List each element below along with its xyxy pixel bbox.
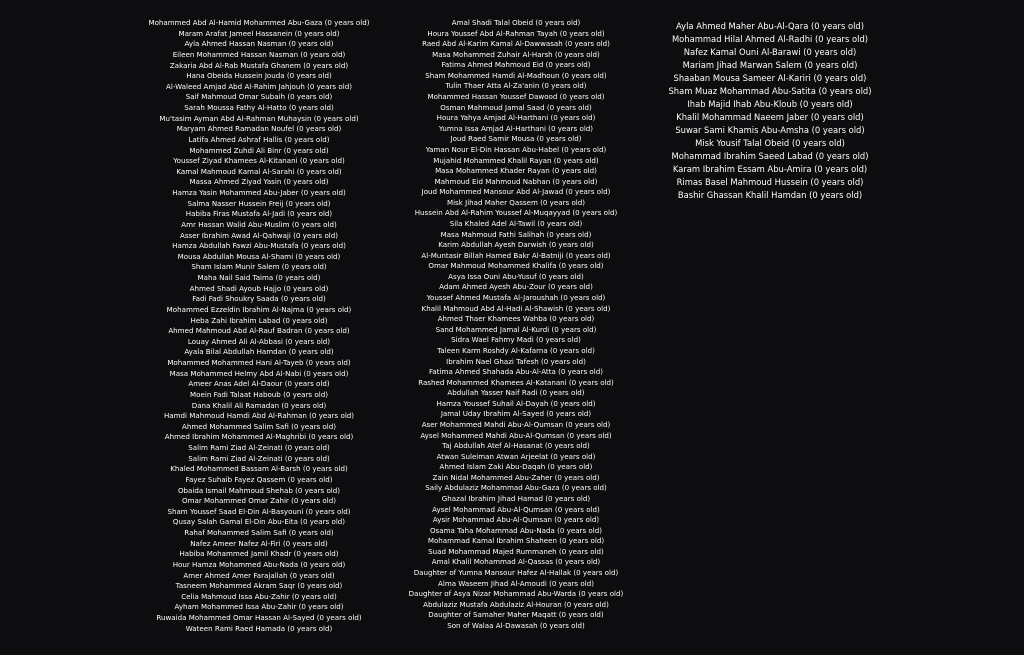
name-entry: Mohammed Ezzeldin Ibrahim Al-Najma (0 years old) — [166, 304, 352, 314]
name-entry: Al-Waleed Amjad Abd Al-Rahim Jahjouh (0 years old) — [166, 81, 352, 91]
name-entry: Zakaria Abd Al-Rab Mustafa Ghanem (0 years old) — [169, 60, 349, 70]
name-entry: Tulin Thaer Atta Al-Za'anin (0 years old) — [445, 81, 587, 91]
name-entry: Hamdi Mahmoud Hamdi Abd Al-Rahman (0 years old) — [163, 411, 355, 421]
name-entry: Osama Taha Mohammad Abu-Nada (0 years old) — [429, 525, 603, 535]
name-entry: Eileen Mohammed Hassan Nasman (0 years old) — [172, 49, 346, 59]
name-entry: Karim Abdullah Ayesh Darwish (0 years old) — [438, 240, 594, 250]
name-entry: Maram Arafat Jameel Hassanein (0 years old) — [178, 28, 340, 38]
name-entry: Hamza Youssef Suhail Al-Dayah (0 years old) — [436, 398, 596, 408]
name-entry: Misk Jihad Maher Qassem (0 years old) — [446, 197, 586, 207]
name-entry: Celia Mahmoud Issa Abu-Zahir (0 years old) — [181, 591, 337, 601]
name-entry: Amal Shadi Talal Obeid (0 years old) — [451, 18, 581, 27]
name-entry: Louay Ahmed Ali Al-Abbasi (0 years old) — [187, 336, 331, 346]
name-entry: Sham Mohammed Hamdi Al-Madhoun (0 years old) — [425, 70, 607, 80]
name-entry: Joud Mohammed Mansour Abd Al-Jawad (0 years old) — [421, 187, 611, 197]
names-column-2 — [392, 18, 640, 632]
name-entry: Daughter of Asya Nizar Mohammad Abu-Warda (0 years old) — [408, 589, 624, 599]
name-entry: Aser Mohammed Mahdi Abu-Al-Qumsan (0 years old) — [421, 419, 611, 429]
name-entry: Yumna Issa Amjad Al-Harthani (0 years old) — [438, 123, 594, 133]
name-entry: Maha Nail Said Taima (0 years old) — [197, 273, 321, 282]
name-entry: Suwar Sami Khamis Abu-Amsha (0 years old) — [675, 125, 865, 135]
name-entry: Mahmoud Eid Mahmoud Nabhan (0 years old) — [434, 176, 598, 186]
name-entry: Mousa Abdullah Mousa Al-Shami (0 years old) — [177, 251, 341, 261]
name-entry: Asya Issa Ouni Abu-Yusuf (0 years old) — [448, 271, 584, 281]
name-entry: Fayez Suhaib Fayez Qassem (0 years old) — [185, 474, 333, 484]
name-entry: Kamal Mahmoud Kamal Al-Sarahi (0 years old) — [176, 166, 342, 176]
name-entry: Dana Khalil Ali Ramadan (0 years old) — [191, 400, 327, 410]
name-entry: Joud Raed Samir Mousa (0 years old) — [450, 134, 582, 144]
name-entry: Daughter of Samaher Maher Maqatt (0 years old) — [428, 610, 604, 620]
name-entry: Sham Islam Munir Salem (0 years old) — [191, 262, 327, 272]
name-entry: Asser Ibrahim Awad Al-Qahwaji (0 years old) — [179, 230, 339, 240]
name-entry: Mu'tasim Ayman Abd Al-Rahman Muhaysin (0 years old) — [159, 113, 359, 123]
name-entry: Mohammed Abd Al-Hamid Mohammed Abu-Gaza (0 years old) — [148, 18, 370, 27]
name-entry: Sila Khaled Adel Al-Tawil (0 years old) — [449, 218, 583, 228]
name-entry: Alma Waseem Jihad Al-Amoudi (0 years old) — [438, 578, 594, 588]
name-entry: Ahmed Mahmoud Abd Al-Rauf Badran (0 years old) — [168, 326, 350, 336]
name-entry: Karam Ibrahim Essam Abu-Amira (0 years old) — [672, 164, 868, 174]
name-entry: Daughter of Yumna Mansour Hafez Al-Hallak (0 years old) — [413, 568, 619, 578]
name-entry: Taj Abdullah Atef Al-Hasanat (0 years old) — [442, 441, 590, 451]
name-entry: Masa Mohammed Helmy Abd Al-Nabi (0 years old) — [169, 368, 349, 378]
name-entry: Aysir Mohammad Abu-Al-Qumsan (0 years old) — [432, 515, 600, 525]
name-entry: Raed Abd Al-Karim Kamal Al-Dawwasah (0 years old) — [422, 39, 610, 49]
name-entry: Son of Walaa Al-Dawasah (0 years old) — [447, 620, 585, 630]
name-entry: Adam Ahmed Ayesh Abu-Zour (0 years old) — [439, 282, 593, 292]
name-entry: Sand Mohammed Jamal Al-Kurdi (0 years old) — [435, 324, 597, 334]
name-entry: Obaida Ismail Mahmoud Shehab (0 years old) — [177, 485, 341, 495]
name-entry: Mohammad Kamal Ibrahim Shaheen (0 years old) — [427, 536, 605, 546]
name-entry: Misk Yousif Talal Obeid (0 years old) — [695, 138, 845, 148]
name-entry: Amr Hassan Walid Abu-Muslim (0 years old) — [181, 219, 337, 229]
name-entry: Al-Muntasir Billah Hamed Bakr Al-Batniji (0 years old) — [421, 250, 611, 260]
name-entry: Aysel Mohammad Abu-Al-Qumsan (0 years old) — [432, 504, 600, 514]
name-entry: Qusay Salah Gamal El-Din Abu-Eita (0 years old) — [172, 517, 346, 527]
name-entry: Sham Youssef Saad El-Din Al-Basyouni (0 years old) — [167, 506, 351, 516]
name-entry: Saily Abdulaziz Mohammad Abu-Gaza (0 years old) — [425, 483, 607, 493]
name-entry: Zain Nidal Mohammed Abu-Zaher (0 years old) — [432, 472, 600, 482]
name-entry: Mohammed Zuhdi Ali Binr (0 years old) — [189, 145, 329, 155]
name-entry: Youssef Ziyad Khamees Al-Kitanani (0 years old) — [173, 156, 345, 166]
name-entry: Habiba Mohammed Jamil Khadr (0 years old) — [179, 549, 339, 559]
name-entry: Taleen Karm Roshdy Al-Kafarna (0 years old) — [437, 345, 595, 355]
name-entry: Heba Zahi Ibrahim Labad (0 years old) — [190, 315, 328, 325]
name-entry: Rahaf Mohammed Salim Safi (0 years old) — [184, 528, 334, 537]
name-entry: Mariam Jihad Marwan Salem (0 years old) — [682, 60, 858, 70]
name-entry: Mohammad Hilal Ahmed Al-Radhi (0 years old) — [671, 34, 869, 44]
name-entry: Wateen Rami Raed Hamada (0 years old) — [185, 623, 333, 633]
name-entry: Rimas Basel Mahmoud Hussein (0 years old) — [676, 177, 864, 187]
name-entry: Youssef Ahmed Mustafa Al-Jaroushah (0 years old) — [426, 293, 606, 303]
name-entry: Omar Mahmoud Mohammed Khalifa (0 years old) — [428, 261, 604, 271]
name-entry: Hamza Yasin Mohammed Abu-Jaber (0 years old) — [172, 188, 346, 197]
name-entry: Khalil Mohammad Naeem Jaber (0 years old) — [676, 112, 864, 122]
name-entry: Nafez Ameer Nafez Al-Firi (0 years old) — [190, 538, 328, 548]
name-entry: Atwan Suleiman Atwan Arjeelat (0 years old) — [436, 451, 596, 461]
name-entry: Mohammed Mohammed Hani Al-Tayeb (0 years old) — [167, 358, 351, 367]
name-entry: Abdullah Yasser Naif Radi (0 years old) — [447, 388, 585, 398]
name-entry: Shaaban Mousa Sameer Al-Kariri (0 years old) — [673, 73, 867, 83]
name-entry: Hour Hamza Mohammed Abu-Nada (0 years old) — [172, 559, 346, 569]
name-entry: Sidra Wael Fahmy Madi (0 years old) — [451, 335, 581, 345]
name-entry: Hussein Abd Al-Rahim Youssef Al-Muqayyad (0 years old) — [414, 208, 618, 218]
name-entry: Ayla Ahmed Maher Abu-Al-Qara (0 years old) — [675, 21, 865, 31]
name-entry: Ahmed Ibrahim Mohammed Al-Maghribi (0 years old) — [164, 432, 354, 442]
name-entry: Fatima Ahmed Shahada Abu-Al-Atta (0 years old) — [429, 367, 603, 377]
name-entry: Ayla Ahmed Hassan Nasman (0 years old) — [184, 39, 334, 49]
name-entry: Hana Obeida Hussein Jouda (0 years old) — [186, 71, 332, 81]
name-entry: Sarah Moussa Fathy Al-Hatto (0 years old) — [184, 103, 334, 112]
name-entry: Moein Fadi Talaat Haboub (0 years old) — [190, 389, 328, 399]
name-entry: Houra Yahya Amjad Al-Harthani (0 years old) — [436, 113, 596, 123]
name-entry: Ahmed Mohammed Salim Safi (0 years old) — [181, 421, 337, 431]
name-entry: Masa Mahmoud Fathi Salihah (0 years old) — [440, 229, 592, 239]
name-entry: Rashed Mohammed Khamees Al-Katanani (0 years old) — [418, 377, 614, 387]
name-entry: Ameer Anas Adel Al-Daour (0 years old) — [188, 379, 330, 389]
name-entry: Salim Rami Ziad Al-Zeinati (0 years old) — [188, 443, 330, 452]
name-entry: Ahmed Islam Zaki Abu-Daqah (0 years old) — [439, 462, 593, 472]
name-entry: Jamal Uday Ibrahim Al-Sayed (0 years old) — [440, 409, 592, 419]
name-entry: Ihab Majid Ihab Abu-Kloub (0 years old) — [687, 99, 853, 109]
name-entry: Ahmed Thaer Khamees Wahba (0 years old) — [437, 314, 595, 324]
name-entry: Aysel Mohammed Mahdi Abu-Al-Qumsan (0 years old) — [420, 430, 612, 440]
name-entry: Ayala Bilal Abdullah Hamdan (0 years old) — [184, 347, 334, 357]
name-entry: Osman Mahmoud Jamal Saad (0 years old) — [440, 102, 592, 112]
name-entry: Latifa Ahmed Ashraf Hallis (0 years old) — [188, 134, 330, 144]
name-entry: Yaman Nour El-Din Hassan Abu-Habel (0 years old) — [425, 144, 607, 154]
name-entry: Mujahid Mohammed Khalil Rayan (0 years old) — [433, 155, 599, 165]
name-entry: Fadi Fadi Shoukry Saada (0 years old) — [192, 294, 326, 304]
name-entry: Abdulaziz Mustafa Abdulaziz Al-Houran (0 years old) — [423, 599, 609, 609]
name-entry: Masa Mohammed Khader Rayan (0 years old) — [435, 166, 597, 176]
name-entry: Habiba Firas Mustafa Al-Jadi (0 years old) — [185, 209, 333, 219]
name-entry: Salma Nasser Hussein Freij (0 years old) — [187, 198, 331, 208]
name-entry: Khaled Mohammed Bassam Al-Barsh (0 years old) — [170, 464, 348, 474]
name-entry: Mohammed Hassan Youssef Dawood (0 years old) — [427, 92, 605, 102]
name-entry: Ibrahim Nael Ghazi Tafesh (0 years old) — [446, 356, 586, 366]
name-entry: Masa Mohammed Zuhair Al-Harsh (0 years old) — [432, 49, 600, 59]
name-entry: Khalil Mahmoud Abd Al-Hadi Al-Shawish (0 years old) — [421, 303, 611, 313]
name-entry: Fatima Ahmed Mahmoud Eid (0 years old) — [441, 60, 591, 70]
names-column-1 — [140, 18, 378, 634]
name-entry: Massa Ahmed Ziyad Yasin (0 years old) — [189, 177, 329, 187]
name-entry: Tasneem Mohammed Akram Saqr (0 years old) — [175, 581, 343, 591]
name-entry: Amal Khalil Mohammad Al-Qassas (0 years old) — [431, 557, 601, 567]
name-entry: Sham Muaz Mohammad Abu-Satita (0 years old) — [668, 86, 872, 96]
name-entry: Ghazal Ibrahim Jihad Hamad (0 years old) — [441, 494, 591, 504]
name-entry: Nafez Kamal Ouni Al-Barawi (0 years old) — [683, 47, 857, 57]
name-entry: Hamza Abdullah Fawzi Abu-Mustafa (0 years old) — [172, 241, 346, 251]
name-entry: Omar Mohammed Omar Zahir (0 years old) — [181, 496, 336, 506]
name-entry: Amer Ahmed Amer Farajallah (0 years old) — [183, 570, 335, 580]
name-entry: Ruwaida Mohammed Omar Hassan Al-Sayed (0 years old) — [156, 613, 362, 622]
name-entry: Bashir Ghassan Khalil Hamdan (0 years old) — [677, 190, 863, 200]
name-entry: Ayham Mohammed Issa Abu-Zahir (0 years old) — [174, 602, 344, 612]
name-entry: Houra Youssef Abd Al-Rahman Tayah (0 years old) — [427, 28, 605, 38]
name-entry: Salim Rami Ziad Al-Zeinati (0 years old) — [188, 453, 330, 463]
name-entry: Mohammad Ibrahim Saeed Labad (0 years old) — [671, 151, 869, 161]
name-entry: Saif Mahmoud Omar Subaih (0 years old) — [185, 92, 333, 102]
names-column-3 — [652, 20, 888, 202]
name-entry: Ahmed Shadi Ayoub Hajjo (0 years old) — [189, 283, 329, 293]
name-entry: Suad Mohammad Majed Rummaneh (0 years old) — [428, 546, 604, 556]
name-entry: Maryam Ahmed Ramadan Noufel (0 years old) — [176, 124, 342, 134]
